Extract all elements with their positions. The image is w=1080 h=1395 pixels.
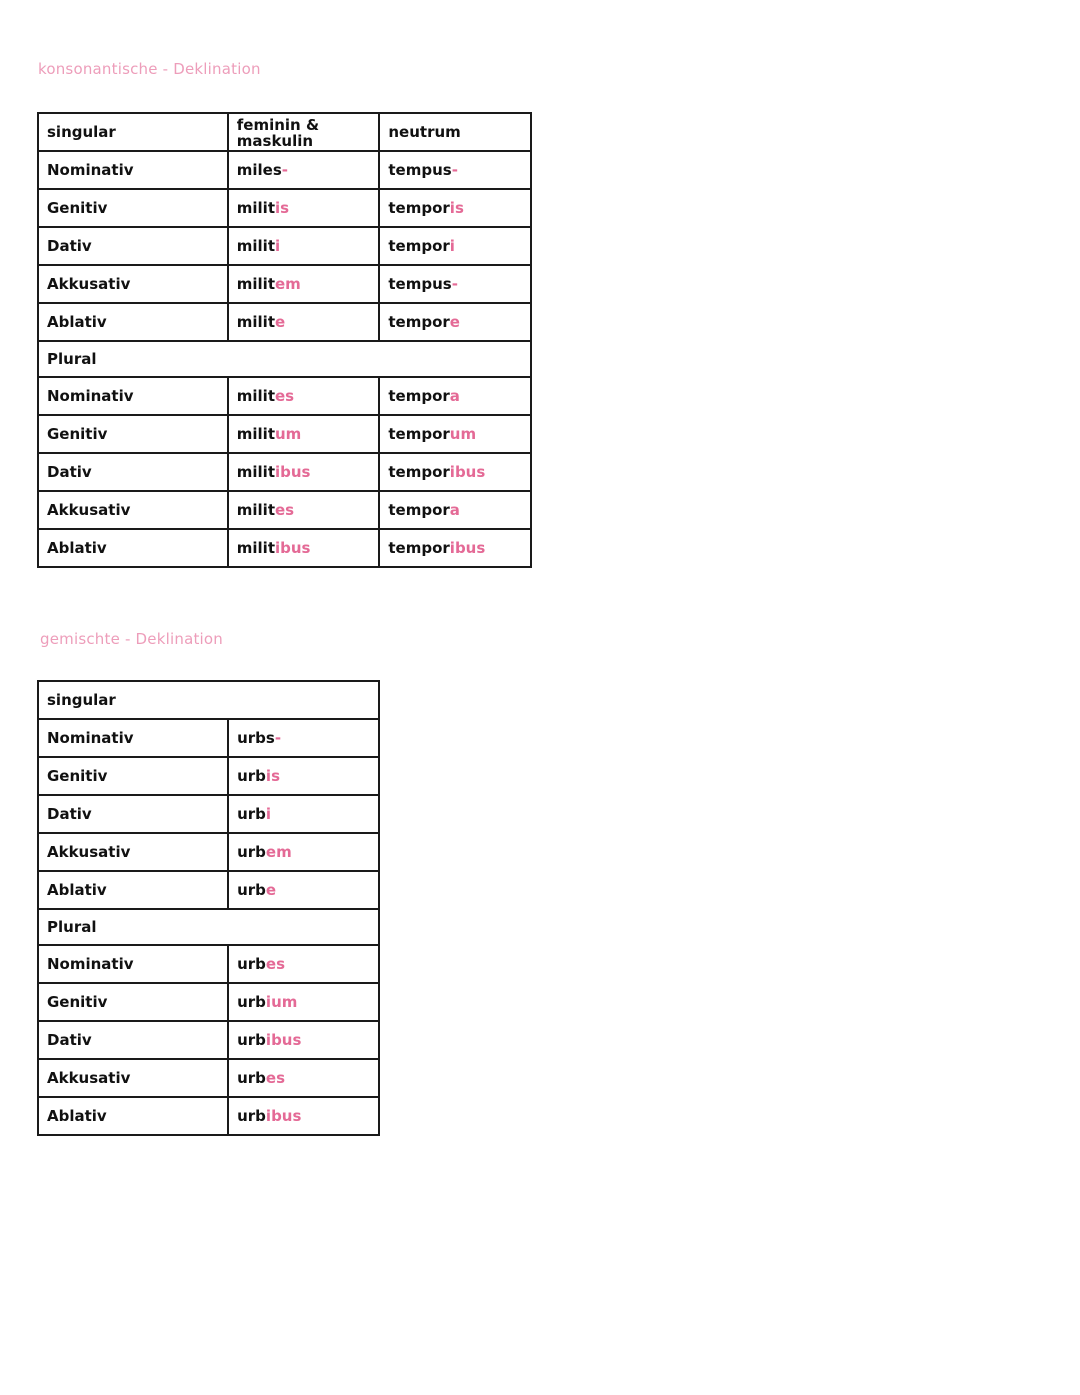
- case-label: Dativ: [38, 1021, 228, 1059]
- ending: e: [275, 313, 286, 331]
- form-cell: [228, 415, 380, 453]
- stem: urb: [237, 1031, 266, 1049]
- form-cell: [228, 757, 379, 795]
- stem: milit: [236, 313, 275, 331]
- stem: milit: [236, 463, 275, 481]
- ending: i: [265, 805, 272, 823]
- case-label: Genitiv: [38, 189, 228, 227]
- form-cell: [228, 529, 380, 567]
- ending: i: [449, 237, 455, 255]
- case-label: Ablativ: [38, 871, 228, 909]
- form-cell: [379, 453, 531, 491]
- ending: es: [275, 387, 295, 405]
- table-row: [38, 871, 379, 909]
- section-title-gemischt: gemischte - Deklination: [40, 630, 223, 648]
- stem: milit: [236, 501, 275, 519]
- stem: tempor: [388, 199, 450, 217]
- table-row: [38, 1021, 379, 1059]
- ending: em: [275, 275, 301, 293]
- form-cell: [228, 983, 379, 1021]
- stem: urb: [237, 1069, 266, 1087]
- stem: tempor: [388, 313, 450, 331]
- case-label: Genitiv: [38, 757, 228, 795]
- ending: -: [274, 729, 282, 747]
- form-cell: [379, 377, 531, 415]
- table-row: [38, 453, 531, 491]
- form-cell: [228, 871, 379, 909]
- stem: milit: [236, 425, 275, 443]
- table-row: [38, 833, 379, 871]
- case-label: Dativ: [38, 227, 228, 265]
- stem: milit: [236, 387, 275, 405]
- ending: is: [449, 199, 464, 217]
- form-cell: [379, 303, 531, 341]
- ending: ibus: [265, 1107, 302, 1125]
- stem: milit: [236, 539, 275, 557]
- stem: miles: [236, 161, 282, 179]
- stem: urb: [237, 767, 266, 785]
- form-cell: [228, 453, 380, 491]
- singular-header: singular: [38, 681, 379, 719]
- stem: tempus: [388, 161, 452, 179]
- case-label: Genitiv: [38, 415, 228, 453]
- form-cell: [228, 1059, 379, 1097]
- header-row: [38, 681, 379, 719]
- form-cell: [228, 189, 380, 227]
- case-label: Nominativ: [38, 945, 228, 983]
- case-label: Akkusativ: [38, 1059, 228, 1097]
- stem: urb: [237, 805, 266, 823]
- stem: urbs: [237, 729, 275, 747]
- stem: tempor: [388, 237, 450, 255]
- stem: tempus: [388, 275, 452, 293]
- neutrum-header: neutrum: [379, 113, 531, 151]
- ending: -: [451, 275, 458, 293]
- form-cell: [228, 265, 380, 303]
- section-title-konsonantisch: konsonantische - Deklination: [38, 60, 261, 78]
- form-cell: [228, 377, 380, 415]
- table-row: [38, 189, 531, 227]
- ending: em: [265, 843, 292, 861]
- table-row: [38, 151, 531, 189]
- table-row: [38, 1059, 379, 1097]
- plural-header: Plural: [38, 909, 379, 945]
- form-cell: [379, 227, 531, 265]
- konsonantische-declension-table: [37, 112, 532, 568]
- form-cell: [379, 151, 531, 189]
- case-label: Dativ: [38, 795, 228, 833]
- case-label: Nominativ: [38, 377, 228, 415]
- stem: urb: [237, 993, 266, 1011]
- stem: tempor: [388, 539, 450, 557]
- ending: ibus: [275, 463, 311, 481]
- case-label: Nominativ: [38, 151, 228, 189]
- form-cell: [228, 491, 380, 529]
- table-row: [38, 265, 531, 303]
- table-row: [38, 795, 379, 833]
- ending: i: [275, 237, 281, 255]
- ending: ibus: [265, 1031, 302, 1049]
- stem: milit: [236, 275, 275, 293]
- stem: urb: [237, 1107, 266, 1125]
- header-row: [38, 113, 531, 151]
- ending: a: [449, 387, 460, 405]
- table-row: [38, 227, 531, 265]
- form-cell: [228, 795, 379, 833]
- form-cell: [228, 151, 380, 189]
- stem: milit: [236, 237, 275, 255]
- case-label: Ablativ: [38, 303, 228, 341]
- plural-header-row: [38, 909, 379, 945]
- singular-header: singular: [38, 113, 228, 151]
- ending: ium: [265, 993, 298, 1011]
- table-row: [38, 377, 531, 415]
- stem: tempor: [388, 387, 450, 405]
- feminin-maskulin-header: feminin & maskulin: [228, 113, 380, 151]
- table-row: [38, 303, 531, 341]
- stem: tempor: [388, 501, 450, 519]
- case-label: Akkusativ: [38, 491, 228, 529]
- stem: milit: [236, 199, 275, 217]
- ending: e: [265, 881, 277, 899]
- table-row: [38, 491, 531, 529]
- table-row: [38, 529, 531, 567]
- stem: tempor: [388, 425, 450, 443]
- ending: is: [265, 767, 280, 785]
- form-cell: [228, 719, 379, 757]
- stem: urb: [237, 881, 266, 899]
- case-label: Akkusativ: [38, 265, 228, 303]
- stem: tempor: [388, 463, 450, 481]
- form-cell: [228, 1021, 379, 1059]
- form-cell: [379, 415, 531, 453]
- form-cell: [228, 833, 379, 871]
- ending: es: [275, 501, 295, 519]
- ending: es: [265, 1069, 286, 1087]
- plural-header-row: [38, 341, 531, 377]
- form-cell: [379, 189, 531, 227]
- ending: ibus: [449, 539, 486, 557]
- form-cell: [228, 945, 379, 983]
- form-cell: [228, 303, 380, 341]
- case-label: Genitiv: [38, 983, 228, 1021]
- case-label: Akkusativ: [38, 833, 228, 871]
- ending: -: [281, 161, 289, 179]
- ending: -: [451, 161, 458, 179]
- table-row: [38, 719, 379, 757]
- ending: is: [275, 199, 290, 217]
- case-label: Dativ: [38, 453, 228, 491]
- ending: a: [449, 501, 460, 519]
- form-cell: [379, 529, 531, 567]
- ending: ibus: [449, 463, 486, 481]
- table-row: [38, 415, 531, 453]
- table-row: [38, 983, 379, 1021]
- form-cell: [379, 265, 531, 303]
- form-cell: [228, 227, 380, 265]
- case-label: Ablativ: [38, 1097, 228, 1135]
- ending: e: [449, 313, 460, 331]
- ending: es: [265, 955, 286, 973]
- case-label: Nominativ: [38, 719, 228, 757]
- plural-header: Plural: [38, 341, 531, 377]
- case-label: Ablativ: [38, 529, 228, 567]
- table-row: [38, 757, 379, 795]
- ending: um: [275, 425, 302, 443]
- table-row: [38, 1097, 379, 1135]
- gemischte-declension-table: [37, 680, 380, 1136]
- table-row: [38, 945, 379, 983]
- stem: urb: [237, 955, 266, 973]
- stem: urb: [237, 843, 266, 861]
- ending: um: [449, 425, 477, 443]
- ending: ibus: [275, 539, 311, 557]
- form-cell: [379, 491, 531, 529]
- form-cell: [228, 1097, 379, 1135]
